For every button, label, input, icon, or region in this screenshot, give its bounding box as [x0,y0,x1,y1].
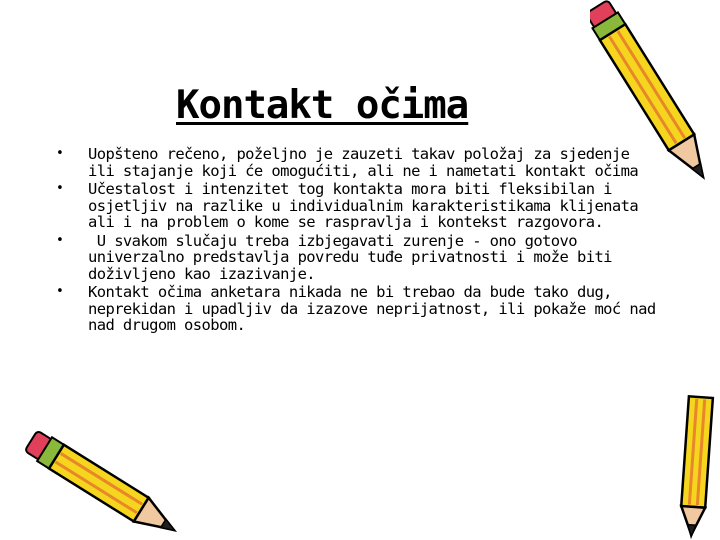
slide-title: Kontakt očima [176,83,469,128]
bullet-item [56,181,656,231]
bullet-text: Kontakt očima anketara nikada ne bi trebao da bude tako dug, neprekidan i upadljiv da izazove neprijatnost, ili pokaže moć nad nad drugom osobom. [88,283,656,334]
pencil-clipart-bottom-right [672,395,720,540]
bullet-item [56,146,656,179]
bullet-item [56,284,656,334]
pencil-clipart-top-right [590,0,720,200]
pencil-clipart-bottom-left [0,430,200,540]
bullet-marker: • [56,232,64,248]
bullet-text: Učestalost i intenzitet tog kontakta mora biti fleksibilan i osjetljiv na razlike u individualnim karakteristikama klijenata ali i na problem o kome se raspravlja i kontekst razgovora. [88,180,639,231]
bullet-list [56,146,656,336]
bullet-marker: • [56,146,64,161]
bullet-marker: • [56,284,64,299]
bullet-text: Uopšteno rečeno, poželjno je zauzeti takav položaj za sjedenje ili stajanje koji će omogućiti, ali ne i nametati kontakt očima [88,145,639,180]
bullet-item [56,233,656,283]
bullet-text: U svakom slučaju treba izbjegavati zurenje - ono gotovo univerzalno predstavlja povredu tuđe privatnosti i može biti doživljeno kao izazivanje. [88,231,621,283]
bullet-marker: • [56,181,64,196]
